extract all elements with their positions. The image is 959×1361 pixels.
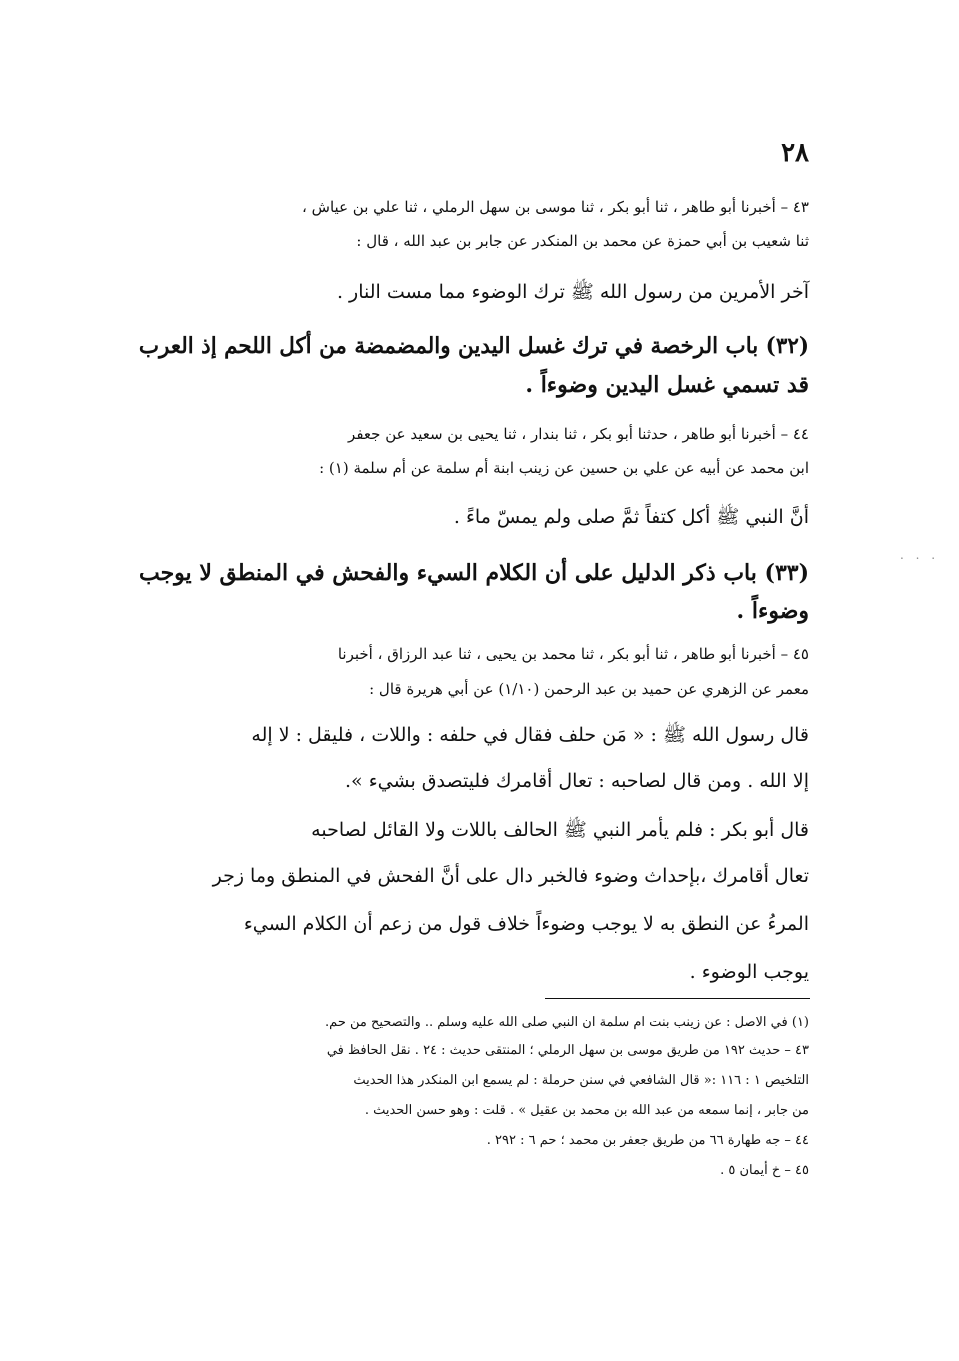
page-number: ٢٨ xyxy=(781,138,809,168)
hadith-43-matn: آخر الأمرين من رسول الله ﷺ ترك الوضوء مما مست النار . xyxy=(336,281,809,303)
footnote-separator xyxy=(545,998,810,999)
footnote-44: ٤٤ – جه طهارة ٦٦ من طريق جعفر بن محمد ؛ حم ٦ : ٢٩٢ . xyxy=(486,1133,809,1148)
footnote-43-line-1: ٤٣ – حديث ١٩٢ من طريق موسى بن سهل الرملي ؛ المنتقى حديث : ٢٤ . نقل الحافظ في xyxy=(326,1043,809,1058)
chapter-33-heading-line-2: وضوءاً . xyxy=(736,598,809,624)
commentary-line-3: المرءُ عن النطق به لا يوجب وضوءاً خلاف قول من زعم أن الكلام السيء xyxy=(243,913,809,935)
hadith-45-chain-line-2: معمر عن الزهري عن حميد بن عبد الرحمن (١/١٠) عن أبي هريرة قال : xyxy=(369,680,809,698)
hadith-45-matn-line-1: قال رسول الله ﷺ : « مَن حلف فقال في حلفه : واللات ، فليقل : لا إله xyxy=(251,724,809,746)
margin-marks: . . . xyxy=(900,548,940,562)
commentary-line-1: قال أبو بكر : فلم يأمر النبي ﷺ الحالف باللات ولا القائل لصاحبه xyxy=(311,819,809,841)
chapter-32-heading-line-2: قد تسمي غسل اليدين وضوءاً . xyxy=(525,372,809,398)
footnote-45: ٤٥ – خ أيمان ٥ . xyxy=(720,1163,809,1178)
hadith-43-chain-line-1: ٤٣ – أخبرنا أبو طاهر ، ثنا أبو بكر ، ثنا موسى بن سهل الرملي ، ثنا علي بن عياش ، xyxy=(302,198,809,216)
commentary-line-4: يوجب الوضوء . xyxy=(689,961,809,983)
hadith-43-chain-line-2: ثنا شعيب بن أبي حمزة عن محمد بن المنكدر عن جابر بن عبد الله ، قال : xyxy=(356,232,809,250)
commentary-line-2: تعال أقامرك ،بإحداث وضوء فالخبر دال على أنَّ الفحش في المنطق وما زجر xyxy=(212,865,809,887)
hadith-44-chain-line-1: ٤٤ – أخبرنا أبو طاهر ، حدثنا أبو بكر ، ثنا بندار ، ثنا يحيى بن سعيد عن جعفر xyxy=(348,425,809,443)
hadith-45-chain-line-1: ٤٥ – أخبرنا أبو طاهر ، ثنا أبو بكر ، ثنا محمد بن يحيى ، ثنا عبد الرزاق ، أخبرنا xyxy=(337,645,809,663)
chapter-33-heading-line-1: (٣٣) باب ذكر الدليل على أن الكلام السيء والفحش في المنطق لا يوجب xyxy=(138,560,809,586)
chapter-32-heading-line-1: (٣٢) باب الرخصة في ترك غسل اليدين والمضمضة من أكل اللحم إذ العرب xyxy=(138,333,809,359)
hadith-44-matn: أنَّ النبي ﷺ أكل كتفاً ثمَّ صلى ولم يمسّ ماءً . xyxy=(453,506,809,528)
hadith-44-chain-line-2: ابن محمد عن أبيه عن علي بن حسين عن زينب ابنة أم سلمة عن أم سلمة (١) : xyxy=(319,459,809,477)
hadith-45-matn-line-2: إلا الله . ومن قال لصاحبه : تعال أقامرك فليتصدق بشيء ». xyxy=(345,770,809,792)
footnote-43-line-2: التلخيص ١ : ١١٦ :« قال الشافعي في سنن حرملة : لم يسمع ابن المنكدر هذا الحديث xyxy=(353,1073,809,1088)
footnote-1: (١) في الاصل : عن زينب بنت ام سلمة ان النبي صلى الله عليه وسلم .. والتصحيح من حم. xyxy=(325,1015,809,1030)
footnote-43-line-3: من جابر ، إنما سمعه من عبد الله بن محمد بن عقيل » . قلت : وهو حسن الحديث . xyxy=(364,1103,809,1118)
